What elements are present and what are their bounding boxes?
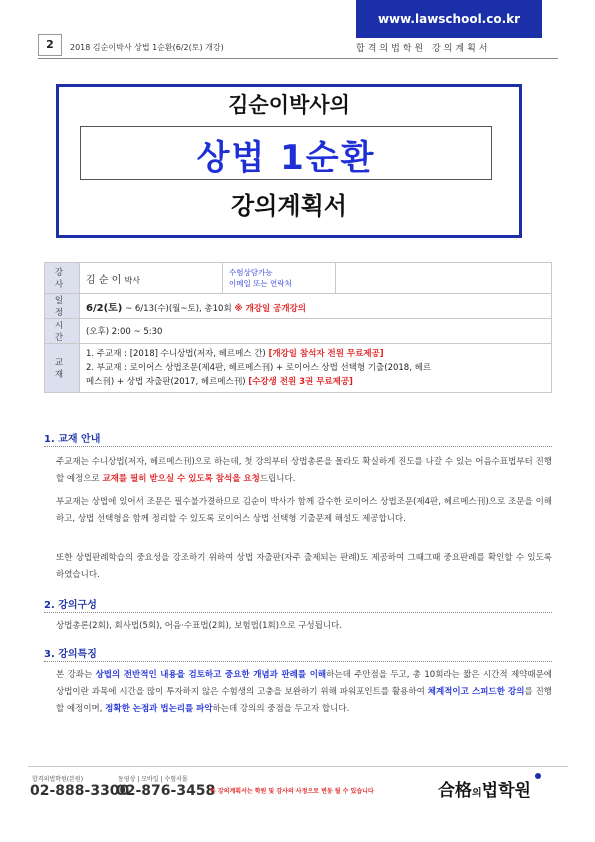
s3-emphasis-2: 체계적이고 스피드한 강의 xyxy=(427,687,525,697)
textbook-main xyxy=(86,347,545,361)
site-url-banner[interactable]: www.lawschool.co.kr xyxy=(356,0,542,38)
header-divider xyxy=(38,58,558,59)
section-1-title: 1. 교재 안내 xyxy=(44,434,101,445)
info-row-textbook xyxy=(45,344,552,393)
info-row-time xyxy=(45,319,552,344)
title-doc-name: 강의계획서 xyxy=(231,192,347,220)
s1-p1-text: 주교재는 수니상법(저자, 헤르메스刊)으로 하는데, 첫 강의부터 상법총론을 몰라도 확실하게 진도를 나갈 수 있는 어음수표법부터 진행할 예정으로 xyxy=(56,457,552,484)
footer-notice: 본 강의계획서는 학원 및 강사의 사정으로 변동 될 수 있습니다 xyxy=(210,788,374,795)
s3-text-a: 본 강좌는 xyxy=(56,670,96,680)
contact-line-1: 수험상담가능 xyxy=(229,268,273,277)
course-info-table xyxy=(44,262,552,393)
instructor-name: 김 순 이 xyxy=(86,274,122,286)
s3-text-e: 를 진행할 예정이며, xyxy=(56,687,552,714)
logo-particle: 의 xyxy=(472,788,482,799)
textbook-sub-cont-text: 메스刊) + 상법 자출판(2017, 헤르메스刊) xyxy=(86,377,249,387)
header-doc-type: 합격의법학원 강의계획서 xyxy=(356,44,491,54)
textbook-sub-note: [수강생 전원 3권 무료제공] xyxy=(248,377,353,387)
section-1-paragraph-3: 또한 상법판례학습의 중요성을 강조하기 위하여 상법 자출판(자주 출제되는 판례)도 제공하여 그때그때 중요판례를 확인할 수 있도록 하였습니다. xyxy=(56,553,552,580)
schedule-cell xyxy=(80,294,552,319)
section-3-divider xyxy=(44,661,552,662)
schedule-note: ※ 개강일 공개강의 xyxy=(234,303,307,314)
label-schedule: 일 정 xyxy=(45,294,80,319)
s3-text-g: 하는데 강의의 중점을 두고자 합니다. xyxy=(212,704,350,714)
footer-online-label: 동영상 | 모바일 | 수험서몰 xyxy=(118,776,188,783)
textbook-main-text: 1. 주교재 : [2018] 수니상법(저자, 헤르메스 간) xyxy=(86,349,269,359)
contact-value-empty xyxy=(336,263,552,294)
label-textbook: 교 재 xyxy=(45,344,80,393)
schedule-start: 6/2(토) xyxy=(86,302,123,314)
section-2-title: 2. 강의구성 xyxy=(44,600,97,611)
section-3-title: 3. 강의특징 xyxy=(44,649,97,660)
footer-logo xyxy=(438,776,531,801)
info-row-schedule xyxy=(45,294,552,319)
footer-phone-online[interactable]: 02-876-3458 xyxy=(116,783,216,799)
instructor-title: 박사 xyxy=(124,275,140,285)
contact-line-2: 이메일 또는 연락처 xyxy=(229,279,292,288)
logo-name: 법학원 xyxy=(481,781,531,801)
info-row-instructor xyxy=(45,263,552,294)
page-number: 2 xyxy=(38,34,62,56)
section-1-paragraph-1 xyxy=(56,454,552,488)
label-instructor: 강 사 xyxy=(45,263,80,294)
schedule-range: ~ 6/13(수)(월~토), 총10회 xyxy=(122,303,232,314)
textbook-sub-cont xyxy=(86,375,545,389)
s3-text-c: 하는데 주안점을 두고, 총 10회라는 짧은 시간적 제약때문에 상법이란 과목에 시간을 많이 투자하지 않은 수험생의 고충을 보완하기 위해 파워포인트를 활용하여 xyxy=(56,670,553,697)
section-2-divider xyxy=(44,612,552,613)
textbook-main-note: [개강일 참석자 전원 무료제공] xyxy=(268,349,384,359)
footer-divider xyxy=(28,766,568,767)
footer-main-campus-label: 합격의법학원(본원) xyxy=(32,776,84,783)
s1-p1-end: 드립니다. xyxy=(259,474,296,484)
textbook-cell xyxy=(80,344,552,393)
s3-emphasis-1: 상법의 전반적인 내용을 검토하고 중요한 개념과 판례를 이해 xyxy=(95,670,327,680)
logo-hanja: 合格 xyxy=(438,781,472,801)
title-course: 상법 1순환 xyxy=(196,138,376,178)
time-value: (오후) 2:00 ~ 5:30 xyxy=(80,319,552,344)
textbook-sub: 2. 부교재 : 로이어스 상법조문(제4판, 헤르메스刊) + 로이어스 상법 선택형 기출(2018, 헤르 xyxy=(86,363,432,373)
footer-phone-main[interactable]: 02-888-3300 xyxy=(30,783,130,799)
section-1-paragraph-2: 부교재는 상법에 있어서 조문은 필수불가결하므로 김순이 박사가 함께 감수한 로이어스 상법조문(제4판, 헤르메스刊)으로 조문을 이해하고, 상법 선택형을 함께 정리할 수 있도록 로이어스 상법 선택형 기출문제 해설도 제공합니다. xyxy=(56,497,552,524)
header-course-title: 2018 김순이박사 상법 1순환(6/2(토) 개강) xyxy=(70,43,224,52)
section-2-paragraph: 상법총론(2회), 회사법(5회), 어음·수표법(2회), 보험법(1회)으로 구성됩니다. xyxy=(56,621,342,631)
s1-p1-emphasis: 교재를 필히 받으실 수 있도록 참석을 요청 xyxy=(102,474,260,484)
s3-emphasis-3: 정확한 논점과 법논리를 파악 xyxy=(105,704,213,714)
logo-dot-icon xyxy=(535,773,541,779)
title-instructor: 김순이박사의 xyxy=(228,93,350,117)
label-time: 시 간 xyxy=(45,319,80,344)
section-1-divider xyxy=(44,446,552,447)
section-3-paragraph xyxy=(56,667,552,718)
instructor-cell xyxy=(80,263,223,294)
contact-cell xyxy=(223,263,336,294)
